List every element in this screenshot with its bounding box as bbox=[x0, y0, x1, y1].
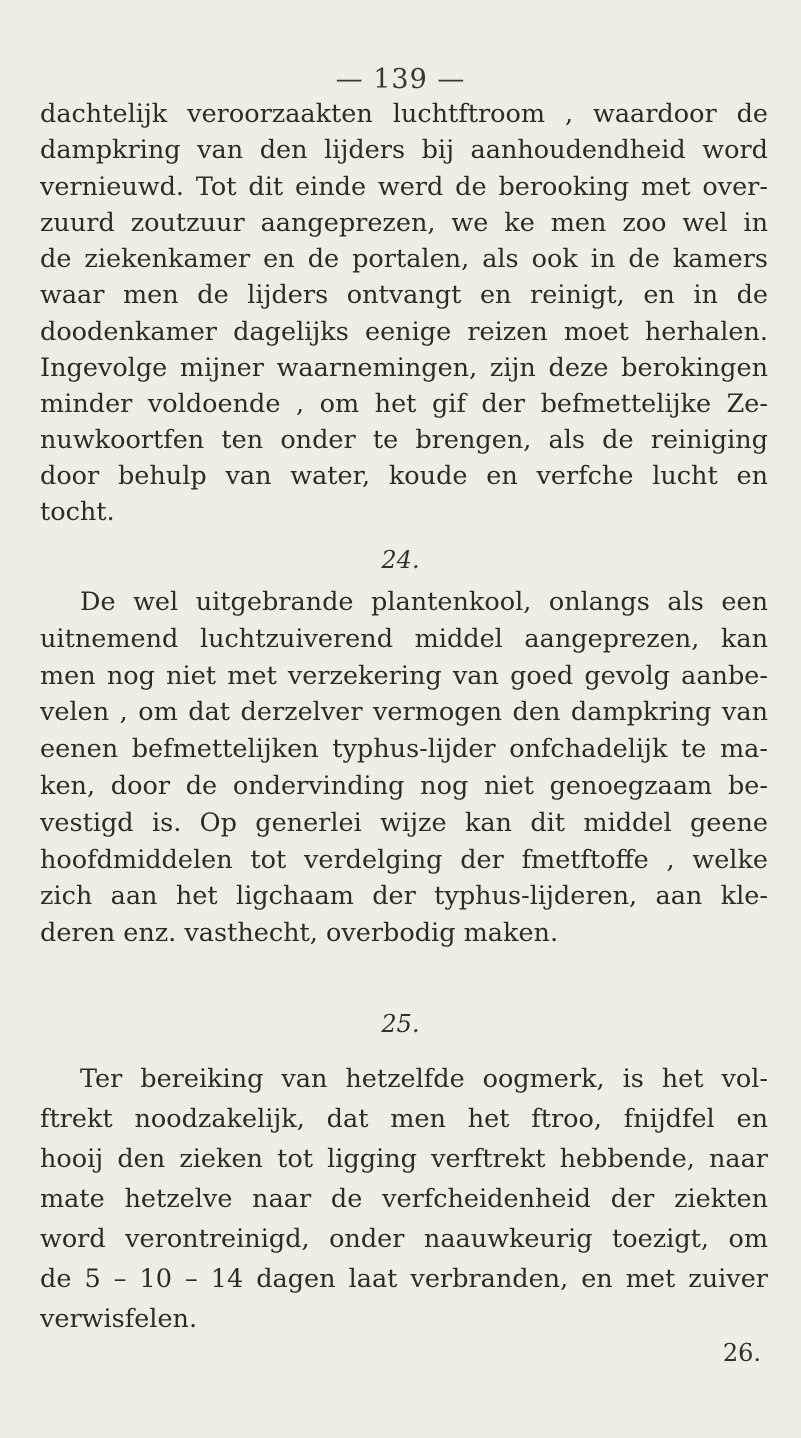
section-number-25: 25. bbox=[381, 1010, 420, 1038]
text-line: de 5 – 10 – 14 dagen laat verbranden, en met zuiver bbox=[40, 1264, 768, 1294]
text-line: word verontreinigd, onder naauwkeurig toezigt, om bbox=[40, 1224, 768, 1254]
text-line: dampkring van den lijders bij aanhoudendheid word bbox=[40, 135, 768, 165]
text-line: velen , om dat derzelver vermogen den dampkring van bbox=[40, 697, 768, 727]
text-line: mate hetzelve naar de verfcheidenheid der ziekten bbox=[40, 1184, 768, 1214]
text-line: vestigd is. Op generlei wijze kan dit middel geene bbox=[40, 808, 768, 838]
text-line: uitnemend luchtzuiverend middel aangeprezen, kan bbox=[40, 624, 768, 654]
text-line: dachtelijk veroorzaakten luchtftroom , waardoor de bbox=[40, 99, 768, 129]
section-number-24: 24. bbox=[381, 546, 420, 574]
text-line: hoofdmiddelen tot verdelging der fmetftoffe , welke bbox=[40, 845, 768, 875]
page-number: — 139 — bbox=[335, 64, 466, 95]
text-line: zuurd zoutzuur aangeprezen, we ke men zoo wel in bbox=[40, 208, 768, 238]
text-line: ken, door de ondervinding nog niet genoegzaam be- bbox=[40, 771, 768, 801]
text-line: zich aan het ligchaam der typhus-lijderen, aan kle- bbox=[40, 881, 768, 911]
text-line: de ziekenkamer en de portalen, als ook in de kamers bbox=[40, 244, 768, 274]
text-line: ftrekt noodzakelijk, dat men het ftroo, fnijdfel en bbox=[40, 1104, 768, 1134]
text-line: men nog niet met verzekering van goed gevolg aanbe- bbox=[40, 661, 768, 691]
text-line: nuwkoortfen ten onder te brengen, als de reiniging bbox=[40, 425, 768, 455]
text-line: tocht. bbox=[40, 497, 115, 527]
text-line: door behulp van water, koude en verfche lucht en bbox=[40, 461, 768, 491]
text-line: eenen befmettelijken typhus-lijder onfchadelijk te ma- bbox=[40, 734, 768, 764]
text-line: Ingevolge mijner waarnemingen, zijn deze berokingen bbox=[40, 353, 768, 383]
text-line: deren enz. vasthecht, overbodig maken. bbox=[40, 918, 559, 948]
text-line: verwisfelen. bbox=[40, 1304, 198, 1334]
text-line: De wel uitgebrande plantenkool, onlangs als een bbox=[80, 587, 768, 617]
text-line: vernieuwd. Tot dit einde werd de berooking met over- bbox=[40, 172, 768, 202]
text-line: Ter bereiking van hetzelfde oogmerk, is het vol- bbox=[80, 1064, 768, 1094]
text-line: doodenkamer dagelijks eenige reizen moet herhalen. bbox=[40, 317, 768, 347]
catchword: 26. bbox=[722, 1339, 761, 1367]
text-line: minder voldoende , om het gif der befmettelijke Ze- bbox=[40, 389, 768, 419]
text-line: hooij den zieken tot ligging verftrekt hebbende, naar bbox=[40, 1144, 768, 1174]
text-line: waar men de lijders ontvangt en reinigt, en in de bbox=[40, 280, 768, 310]
